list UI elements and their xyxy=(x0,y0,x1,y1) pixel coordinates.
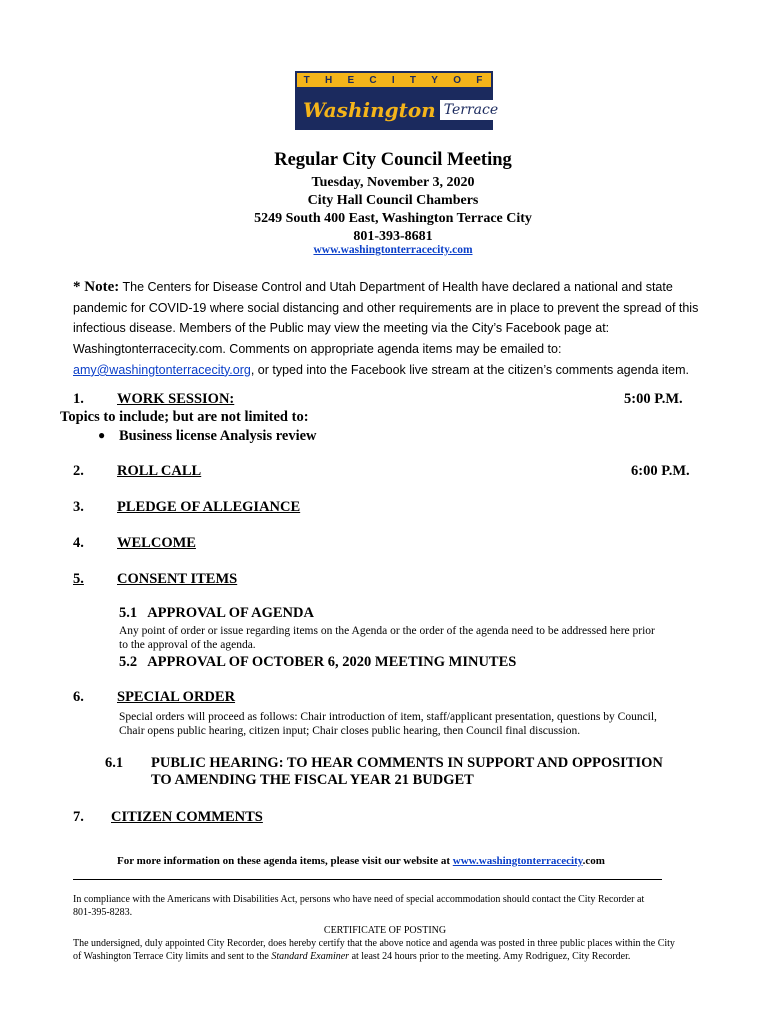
public-hearing-heading: PUBLIC HEARING: TO HEAR COMMENTS IN SUPPORT AND OPPOSITION xyxy=(151,755,663,771)
more-info-link[interactable]: www.washingtonterracecity xyxy=(452,855,583,867)
work-session-time: 5:00 P.M. xyxy=(624,391,683,407)
logo-letter: Y xyxy=(431,74,440,86)
item-number: 2. xyxy=(73,463,84,479)
roll-call-heading: ROLL CALL xyxy=(117,463,202,479)
certificate-text: The undersigned, duly appointed City Recorder, does hereby certify that the above notice and agenda was posted in three public places within the City xyxy=(73,938,675,949)
logo-body xyxy=(297,89,499,130)
item-number: 7. xyxy=(73,809,84,825)
logo-letter: T xyxy=(303,74,312,86)
item-number: 3. xyxy=(73,499,84,515)
note-text: infectious disease. Members of the Public may view the meeting via the City’s Facebook page at: xyxy=(73,321,610,336)
pledge-heading: PLEDGE OF ALLEGIANCE xyxy=(117,499,301,515)
logo-terrace: Terrace xyxy=(440,100,502,120)
logo-letter: C xyxy=(369,74,379,86)
citizen-comments-heading: CITIZEN COMMENTS xyxy=(111,809,263,825)
item-number: 6. xyxy=(73,689,84,705)
meeting-phone: 801-393-8681 xyxy=(353,229,433,244)
approval-agenda-heading: 5.1 APPROVAL OF AGENDA xyxy=(119,605,314,621)
note-text: pandemic for COVID-19 where social distancing and other requirements are in place to prevent the spread of this xyxy=(73,300,699,315)
public-hearing-heading: TO AMENDING THE FISCAL YEAR 21 BUDGET xyxy=(151,772,474,788)
email-link[interactable]: amy@washingtonterracecity.org xyxy=(73,362,251,377)
roll-call-time: 6:00 P.M. xyxy=(631,463,690,479)
ada-notice: In compliance with the Americans with Disabilities Act, persons who have need of special accommodation should contact the City Recorder at xyxy=(73,894,645,905)
logo-letter: H xyxy=(324,74,335,86)
work-session-heading: WORK SESSION: xyxy=(117,391,235,407)
special-order-desc: Chair opens public hearing, citizen input; Chair closes public hearing, then Council final discussion. xyxy=(119,725,581,737)
certificate-title: CERTIFICATE OF POSTING xyxy=(323,925,447,936)
topics-heading: Topics to include; but are not limited to: xyxy=(60,409,309,425)
website-link[interactable]: www.washingtonterracecity.com xyxy=(313,244,473,256)
consent-heading: CONSENT ITEMS xyxy=(117,571,238,587)
divider xyxy=(73,879,662,880)
logo-letter: I xyxy=(391,74,397,86)
certificate-text-part: at least 24 hours prior to the meeting. Amy Rodriguez, City Recorder. xyxy=(349,951,631,962)
note-text: The Centers for Disease Control and Utah Department of Health have declared a national and state xyxy=(119,280,673,294)
approval-minutes-heading: 5.2 APPROVAL OF OCTOBER 6, 2020 MEETING MINUTES xyxy=(119,654,517,670)
bullet-icon: ● xyxy=(98,428,106,442)
welcome-heading: WELCOME xyxy=(117,535,196,551)
logo-banner xyxy=(297,73,491,89)
certificate-text xyxy=(73,950,630,963)
logo-letter: F xyxy=(476,74,485,86)
subitem-number: 6.1 xyxy=(105,755,124,771)
city-logo xyxy=(295,71,499,130)
item-number: 5. xyxy=(73,571,84,587)
more-info xyxy=(117,855,605,867)
approval-agenda-desc: Any point of order or issue regarding items on the Agenda or the order of the agenda need to be addressed here prior xyxy=(119,625,655,637)
logo-letter: E xyxy=(347,74,357,86)
meeting-date: Tuesday, November 3, 2020 xyxy=(311,175,475,190)
note-text: , or typed into the Facebook live stream at the citizen’s comments agenda item. xyxy=(250,362,689,377)
newspaper-name: Standard Examiner xyxy=(271,951,350,962)
ada-phone: 801-395-8283. xyxy=(73,907,133,918)
meeting-address: 5249 South 400 East, Washington Terrace City xyxy=(254,211,532,226)
meeting-title: Regular City Council Meeting xyxy=(274,150,512,170)
covid-note xyxy=(73,277,723,381)
bullet-item: Business license Analysis review xyxy=(119,428,317,444)
logo-letter: T xyxy=(409,74,419,86)
note-label: * Note: xyxy=(73,279,120,295)
logo-letter: O xyxy=(453,74,463,86)
logo-washington: Washington xyxy=(303,97,436,122)
approval-agenda-desc: to the approval of the agenda. xyxy=(119,639,256,651)
meeting-venue: City Hall Council Chambers xyxy=(307,193,479,208)
special-order-heading: SPECIAL ORDER xyxy=(117,689,236,705)
more-info-text: For more information on these agenda items, please visit our website at xyxy=(117,855,453,867)
special-order-desc: Special orders will proceed as follows: Chair introduction of item, staff/applicant presentation, questions by Council, xyxy=(119,711,657,723)
item-number: 4. xyxy=(73,535,84,551)
certificate-text-part: of Washington Terrace City limits and sent to the xyxy=(73,951,272,962)
note-text: Washingtonterracecity.com. Comments on appropriate agenda items may be emailed to: xyxy=(73,342,562,357)
item-number: 1. xyxy=(73,391,84,407)
more-info-suffix: .com xyxy=(582,855,605,867)
